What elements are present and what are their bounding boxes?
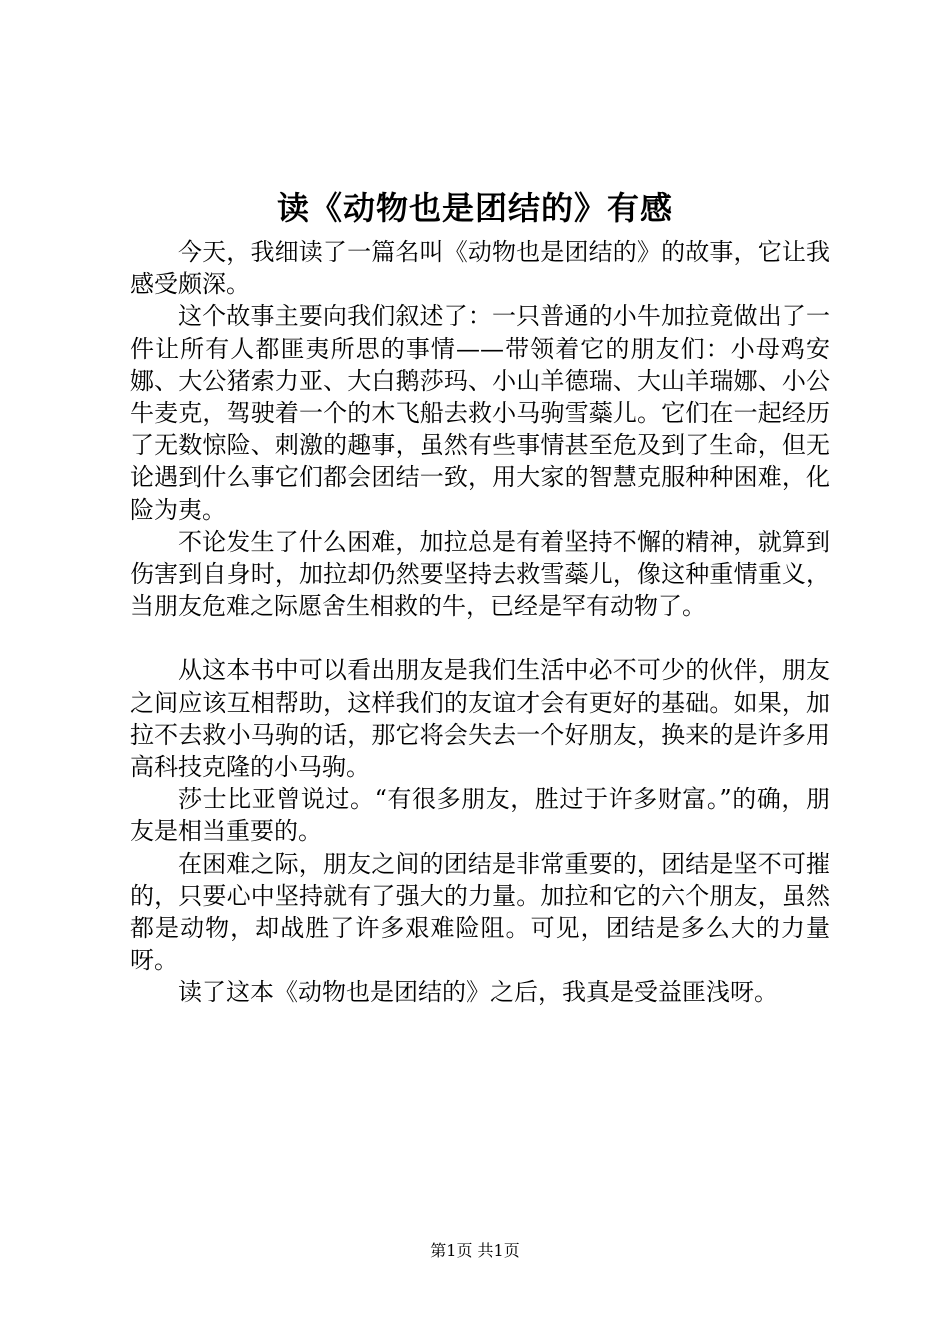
paragraph: 今天，我细读了一篇名叫《动物也是团结的》的故事，它让我感受颇深。 xyxy=(130,238,830,299)
page-footer: 第1页 共1页 xyxy=(430,1241,520,1260)
paragraph: 莎士比亚曾说过。“有很多朋友，胜过于许多财富。”的确，朋友是相当重要的。 xyxy=(130,785,830,846)
paragraph: 在困难之际，朋友之间的团结是非常重要的，团结是坚不可摧的，只要心中坚持就有了强大的力量。加拉和它的六个朋友，虽然都是动物，却战胜了许多艰难险阻。可见，团结是多么大的力量呀。 xyxy=(130,849,830,975)
paragraph: 不论发生了什么困难，加拉总是有着坚持不懈的精神，就算到伤害到自身时，加拉却仍然要坚持去救雪蘂儿，像这种重情重义，当朋友危难之际愿舍生相救的牛，已经是罕有动物了。 xyxy=(130,527,830,621)
paragraph: 这个故事主要向我们叙述了：一只普通的小牛加拉竟做出了一件让所有人都匪夷所思的事情——带领着它的朋友们：小母鸡安娜、大公猪索力亚、大白鹅莎玛、小山羊德瑞、大山羊瑞娜、小公牛麦克，驾驶着一个的木飞船去救小马驹雪蘂儿。它们在一起经历了无数惊险、刺激的趣事，虽然有些事情甚至危及到了生命，但无论遇到什么事它们都会团结一致，用大家的智慧克服种种困难，化险为夷。 xyxy=(130,302,830,524)
paragraph: 从这本书中可以看出朋友是我们生活中必不可少的伙伴，朋友之间应该互相帮助，这样我们的友谊才会有更好的基础。如果，加拉不去救小马驹的话，那它将会失去一个好朋友，换来的是许多用高科技克隆的小马驹。 xyxy=(130,656,830,782)
paragraph: 读了这本《动物也是团结的》之后，我真是受益匪浅呀。 xyxy=(178,978,778,1007)
document-title: 读《动物也是团结的》有感 xyxy=(276,189,673,227)
paragraph-spacer xyxy=(130,622,830,654)
document-body xyxy=(130,236,830,1009)
